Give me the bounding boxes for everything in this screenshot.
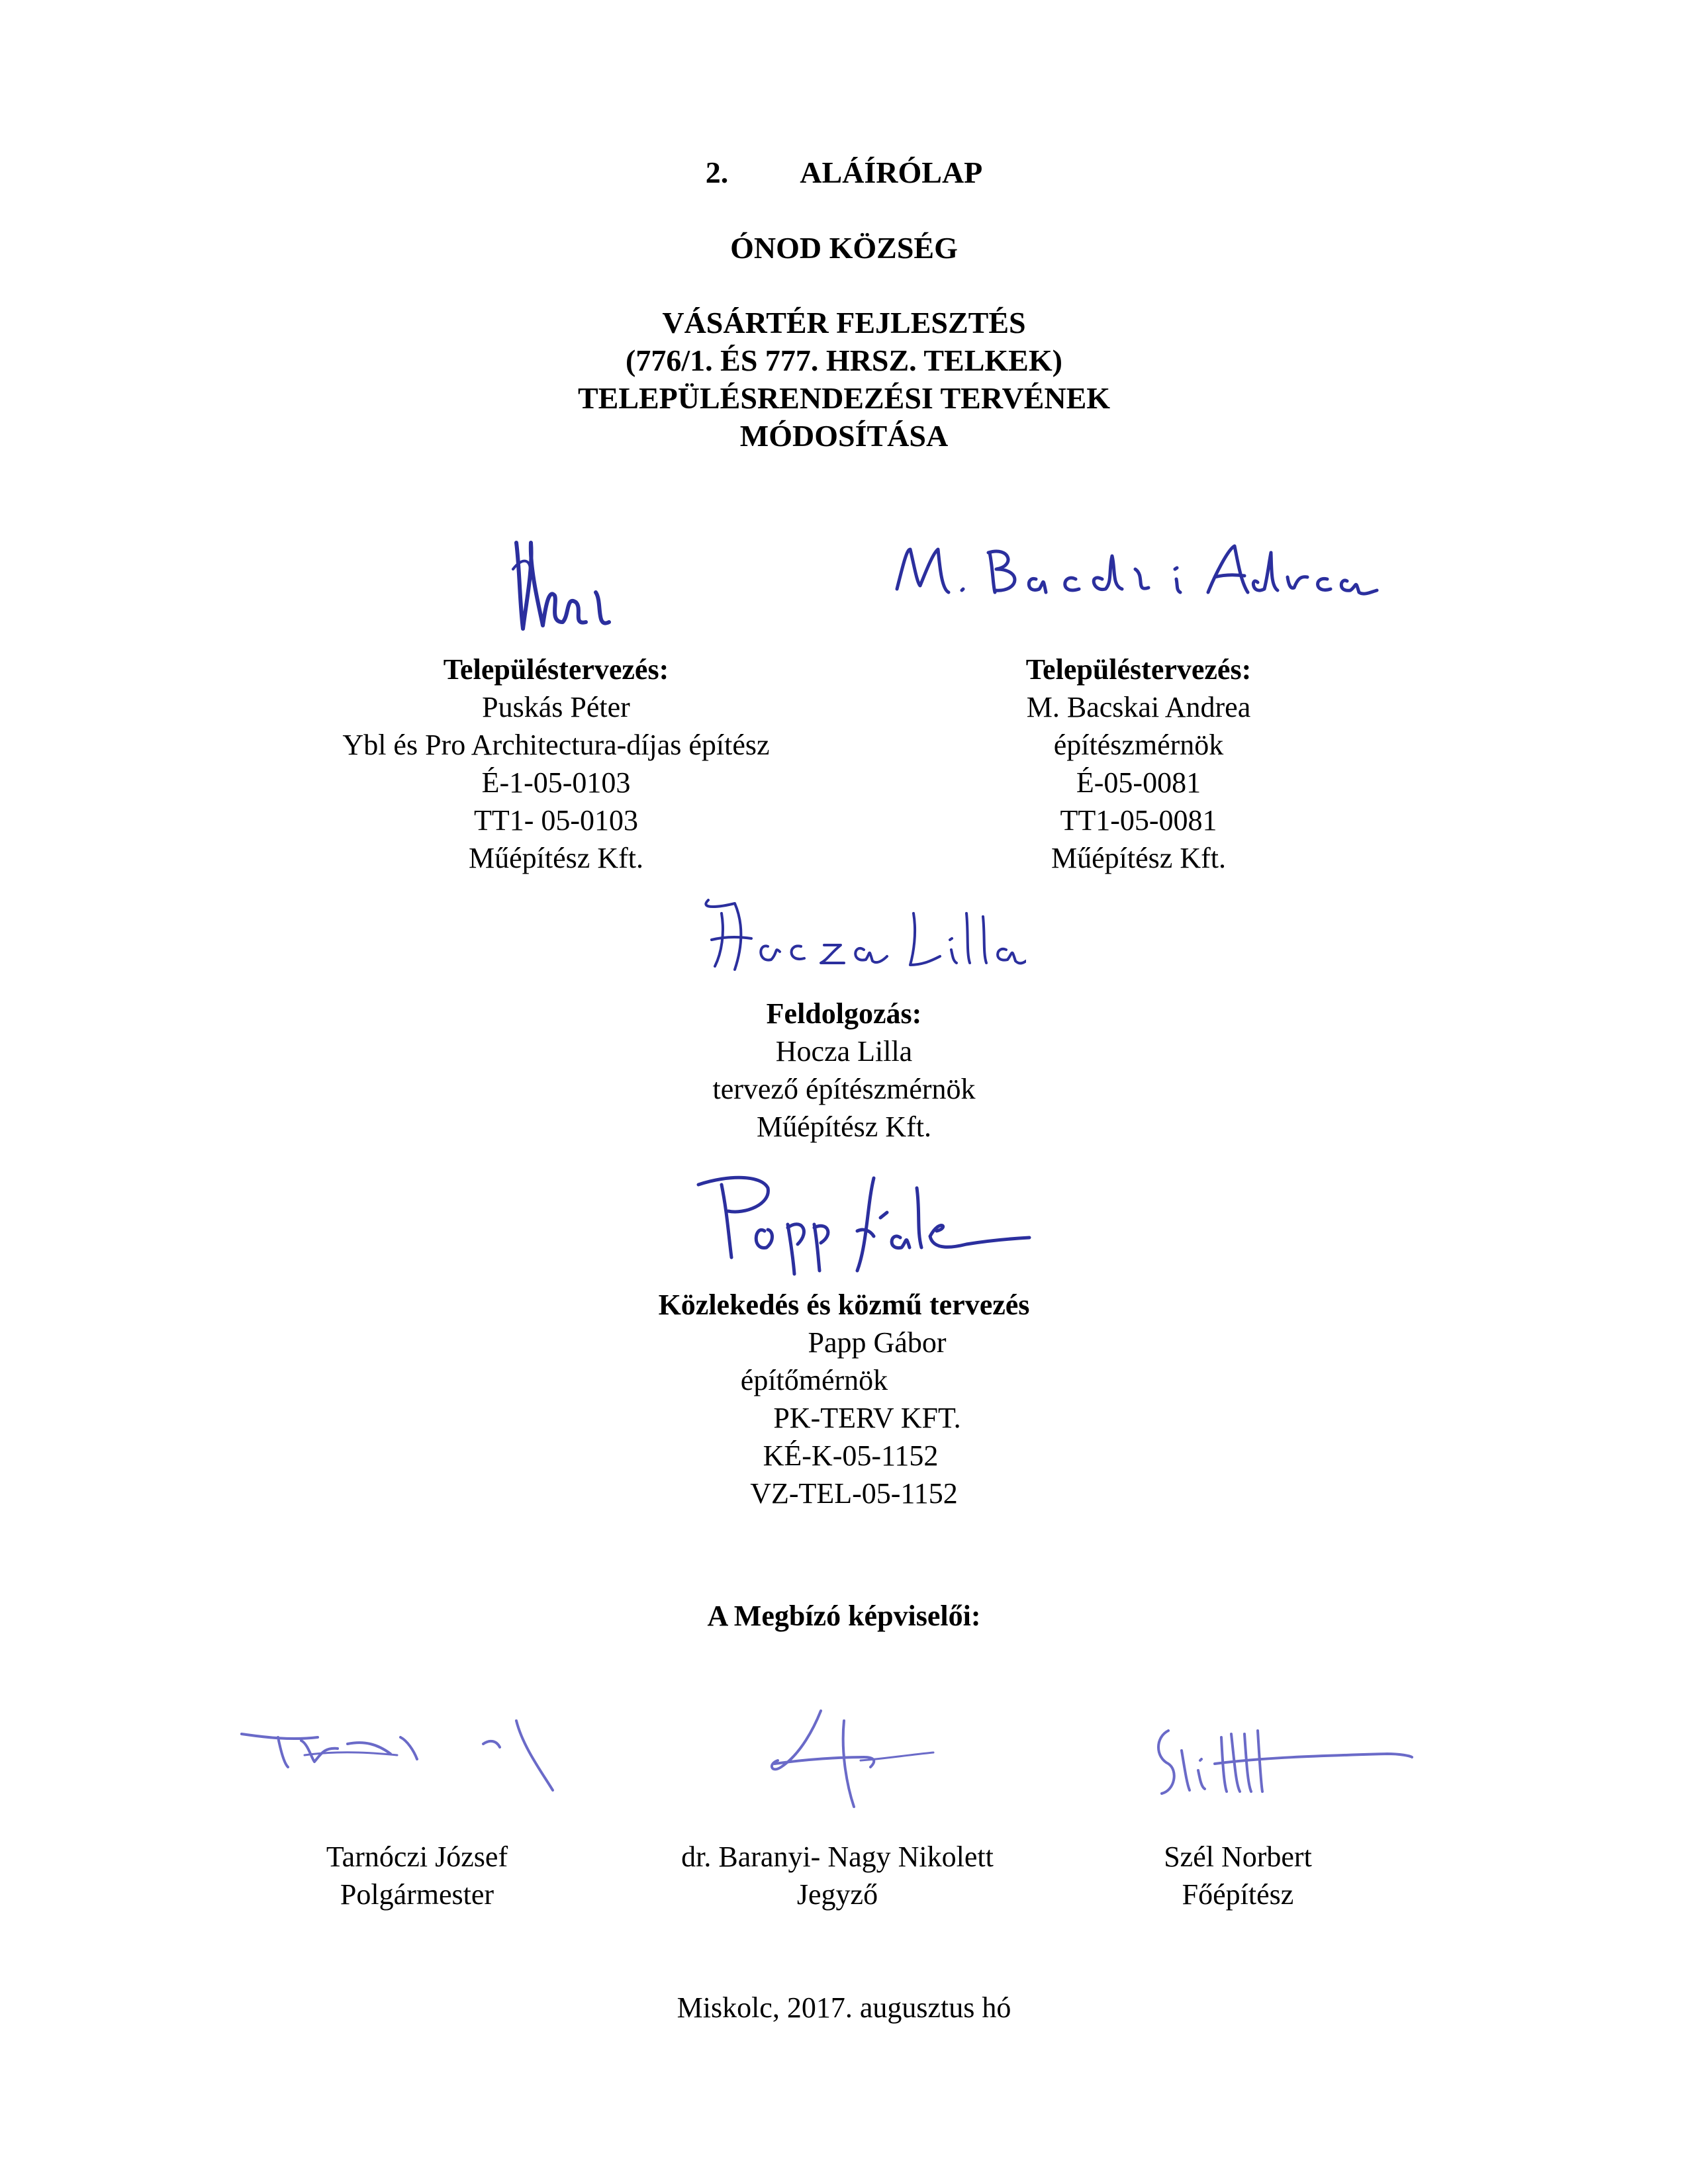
client-person-szel <box>1099 1838 1377 1913</box>
signatory-name: Papp Gábor <box>808 1326 947 1359</box>
place-and-date: Miskolc, 2017. augusztus hó <box>677 1991 1011 2024</box>
signatory-registration-2: TT1-05-0081 <box>1060 804 1217 837</box>
signatory-title: építőmérnök <box>740 1364 888 1396</box>
signatory-registration-1: É-05-0081 <box>1076 766 1201 799</box>
signatory-company: Műépítész Kft. <box>757 1111 931 1143</box>
signatory-role: Településtervezés: <box>1025 653 1252 686</box>
client-person-tarnoczi <box>245 1838 589 1913</box>
client-person-role: Polgármester <box>340 1878 494 1911</box>
signatory-role: Feldolgozás: <box>766 997 922 1030</box>
signature-papp <box>688 1165 1033 1277</box>
signatory-block-puskas <box>278 651 834 877</box>
signature-bacskai <box>884 529 1380 615</box>
municipality-title: ÓNOD KÖZSÉG <box>730 231 958 265</box>
client-person-name: dr. Baranyi- Nagy Nikolett <box>681 1841 994 1873</box>
signatory-company-papp <box>741 1399 993 1437</box>
signature-tarnoczi <box>238 1707 609 1820</box>
signatory-block-hocza <box>579 995 1109 1146</box>
signatory-registration-1: KÉ-K-05-1152 <box>763 1439 939 1472</box>
signatory-role: Településtervezés: <box>443 653 669 686</box>
project-title-line-1: VÁSÁRTÉR FEJLESZTÉS <box>662 306 1026 340</box>
signatory-company: PK-TERV KFT. <box>773 1402 961 1434</box>
section-heading <box>0 154 1688 191</box>
signatory-block-papp <box>596 1286 1092 1324</box>
signature-puskas <box>503 529 616 642</box>
project-title-line-2: (776/1. ÉS 777. HRSZ. TELKEK) <box>626 343 1062 377</box>
client-heading: A Megbízó képviselői: <box>707 1600 981 1632</box>
signature-hocza <box>695 887 1026 986</box>
signatory-title: tervező építészmérnök <box>712 1073 976 1105</box>
signature-szel <box>1149 1717 1413 1817</box>
signatory-company: Műépítész Kft. <box>469 842 643 874</box>
client-person-role: Jegyző <box>796 1878 878 1911</box>
signatory-title: Ybl és Pro Architectura-díjas építész <box>342 729 770 761</box>
client-person-role: Főépítész <box>1182 1878 1294 1911</box>
project-title-line-3: TELEPÜLÉSRENDEZÉSI TERVÉNEK <box>577 381 1111 415</box>
client-person-name: Tarnóczi József <box>326 1841 508 1873</box>
signatory-registration-2: VZ-TEL-05-1152 <box>750 1477 958 1510</box>
section-number: 2. <box>705 156 729 189</box>
signatory-name: Hocza Lilla <box>775 1035 913 1068</box>
signatory-name: Puskás Péter <box>482 691 630 723</box>
signatory-title: építészmérnök <box>1053 729 1224 761</box>
signatory-registration-2-papp <box>722 1475 986 1512</box>
signatory-name: M. Bacskai Andrea <box>1026 691 1251 723</box>
project-title-line-4: MÓDOSÍTÁSA <box>739 419 949 453</box>
section-title: ALÁÍRÓLAP <box>800 156 983 189</box>
signatory-company: Műépítész Kft. <box>1051 842 1226 874</box>
client-person-baranyi-nagy <box>626 1838 1049 1913</box>
signatory-registration-2: TT1- 05-0103 <box>473 804 639 837</box>
client-person-name: Szél Norbert <box>1164 1841 1312 1873</box>
signatory-name-papp <box>761 1324 993 1361</box>
signatory-block-bacskai <box>940 651 1337 877</box>
signatory-title-papp <box>695 1361 933 1399</box>
signature-baranyi-nagy <box>761 1701 940 1820</box>
signatory-role: Közlekedés és közmű tervezés <box>658 1289 1030 1321</box>
signatory-registration-1-papp <box>728 1437 973 1475</box>
signatory-registration-1: É-1-05-0103 <box>481 766 631 799</box>
